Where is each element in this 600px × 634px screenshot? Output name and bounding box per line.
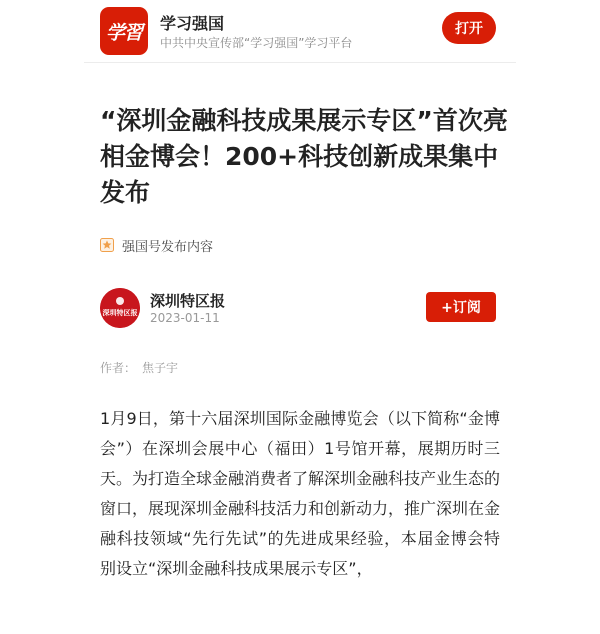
author-line [100, 359, 184, 376]
source-label: 强国号发布内容 [122, 239, 214, 255]
app-logo[interactable]: 学習 [100, 7, 148, 55]
app-download-banner [84, 0, 516, 63]
author-label: 作者： [100, 361, 137, 375]
subscribe-button[interactable]: +订阅 [426, 292, 496, 322]
article-body: 1月9日，第十六届深圳国际金融博览会（以下简称“金博会”）在深圳会展中心（福田）1号馆开幕，展期历时三天。为打造全球金融消费者了解深圳金融科技产业生态的窗口，展现深圳金融科技活力和创新动力，推广深圳在金融科技领域“先行先试”的先进成果经验，本届金博会特别设立“深圳金融科技成果展示专区”， [100, 409, 501, 578]
app-description: 中共中央宣传部“学习强国”学习平台 [160, 36, 353, 50]
svg-text:深圳特区报: 深圳特区报 [102, 308, 138, 317]
article-page [84, 0, 516, 634]
open-app-button[interactable]: 打开 [442, 12, 496, 44]
article-title: “深圳金融科技成果展示专区”首次亮相金博会！200+科技创新成果集中发布 [100, 106, 508, 207]
author-name: 焦子宇 [142, 361, 179, 375]
app-name: 学习强国 [160, 14, 225, 33]
publish-date: 2023-01-11 [150, 311, 220, 325]
star-badge-icon [100, 238, 114, 252]
source-tag [100, 236, 213, 254]
account-avatar[interactable] [100, 288, 140, 328]
newspaper-logo-icon [100, 288, 140, 328]
account-name[interactable]: 深圳特区报 [150, 292, 226, 310]
